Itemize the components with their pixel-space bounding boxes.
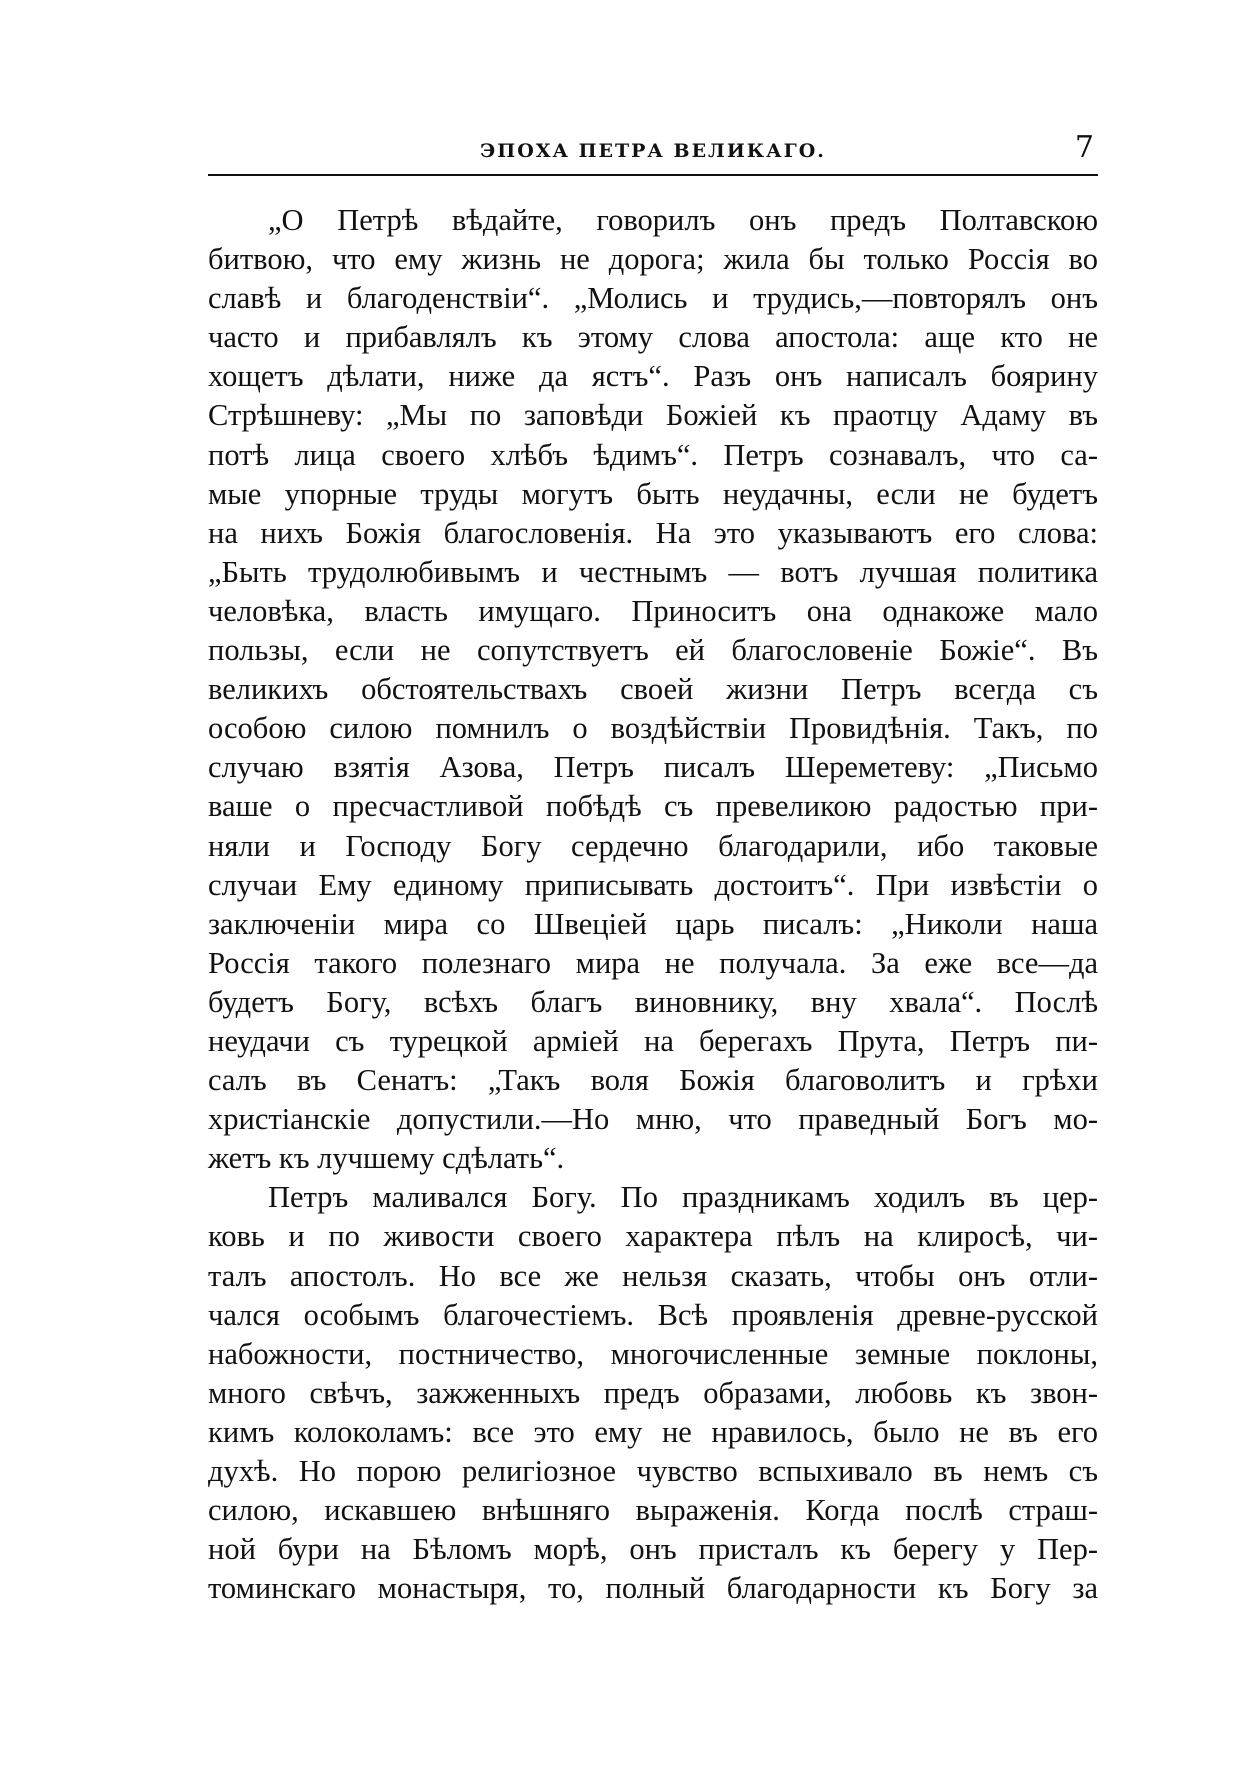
text-line: пользы, если не сопутствуетъ ей благословеніе Божіе“. Въ [208,633,1098,668]
text-line: ковь и по живости своего характера пѣлъ на клиросѣ, чи- [208,1219,1098,1254]
text-line: набожности, постничество, многочисленные земные поклоны, [208,1336,1098,1371]
text-line: няли и Господу Богу сердечно благодарили, ибо таковые [208,828,1098,863]
text-line: чался особымъ благочестіемъ. Всѣ проявленія древне-русской [208,1297,1098,1332]
text-line: особою силою помнилъ о воздѣйствіи Провидѣнія. Такъ, по [208,711,1098,746]
text-line: Стрѣшневу: „Мы по заповѣди Божіей къ праотцу Адаму въ [208,398,1098,433]
text-line: ваше о пресчастливой побѣдѣ съ превеликою радостью при- [208,789,1098,824]
text-line: христіанскіе допустили.—Но мню, что праведный Богъ мо- [208,1102,1098,1137]
text-line: неудачи съ турецкой арміей на берегахъ Прута, Петръ пи- [208,1023,1098,1058]
running-title: ЭПОХА ПЕТРА ВЕЛИКАГО. [480,140,826,162]
text-line: хощетъ дѣлати, ниже да ястъ“. Разъ онъ написалъ боярину [208,359,1098,394]
body-text [208,201,1098,1608]
text-line: заключеніи мира со Швеціей царь писалъ: „Николи наша [208,906,1098,941]
text-line: „О Петрѣ вѣдайте, говорилъ онъ предъ Полтавскою [268,203,1098,237]
text-line: ной бури на Бѣломъ морѣ, онъ присталъ къ берегу у Пер- [208,1532,1098,1567]
text-line: жетъ къ лучшему сдѣлать“. [208,1141,565,1176]
text-line: на нихъ Божія благословенія. На это указываютъ его слова: [208,515,1098,550]
paragraph-2 [208,1178,1098,1608]
text-line: часто и прибавлялъ къ этому слова апостола: аще кто не [208,320,1098,355]
text-line: будетъ Богу, всѣхъ благъ виновнику, вну хвала“. Послѣ [208,984,1098,1019]
text-line: кимъ колоколамъ: все это ему не нравилось, было не въ его [208,1414,1098,1449]
text-line: духѣ. Но порою религіозное чувство вспыхивало въ немъ съ [208,1454,1098,1488]
header-rule [208,174,1098,176]
page-header [208,130,1098,176]
text-line: славѣ и благоденствіи“. „Молись и трудись,—повторялъ онъ [208,281,1098,316]
text-line: случаю взятія Азова, Петръ писалъ Шереметеву: „Письмо [208,750,1098,785]
text-line: „Быть трудолюбивымъ и честнымъ — вотъ лучшая политика [208,554,1098,589]
text-line: случаи Ему единому приписывать достоитъ“. При извѣстіи о [208,867,1098,902]
text-line: силою, искавшею внѣшняго выраженія. Когда послѣ страш- [208,1493,1098,1528]
text-line: человѣка, власть имущаго. Приноситъ она однакоже мало [208,593,1098,628]
text-line: мые упорные труды могутъ быть неудачны, если не будетъ [208,476,1098,511]
text-line: салъ въ Сенатъ: „Такъ воля Божія благоволитъ и грѣхи [208,1063,1098,1098]
paragraph-1 [208,201,1098,1178]
text-line: талъ апостолъ. Но все же нельзя сказать, чтобы онъ отли- [208,1258,1098,1293]
text-line: потѣ лица своего хлѣбъ ѣдимъ“. Петръ сознавалъ, что са- [208,437,1098,472]
text-line: много свѣчъ, зажженныхъ предъ образами, любовь къ звон- [208,1375,1098,1410]
text-line: томинскаго монастыря, то, полный благодарности къ Богу за [208,1571,1098,1606]
text-line: Петръ маливался Богу. По праздникамъ ходилъ въ цер- [268,1180,1098,1215]
text-line: битвою, что ему жизнь не дорога; жила бы только Россія во [208,242,1098,277]
text-line: великихъ обстоятельствахъ своей жизни Петръ всегда съ [208,672,1098,707]
page-number: 7 [1074,130,1094,165]
text-line: Россія такого полезнаго мира не получала. За еже все—да [208,945,1098,980]
